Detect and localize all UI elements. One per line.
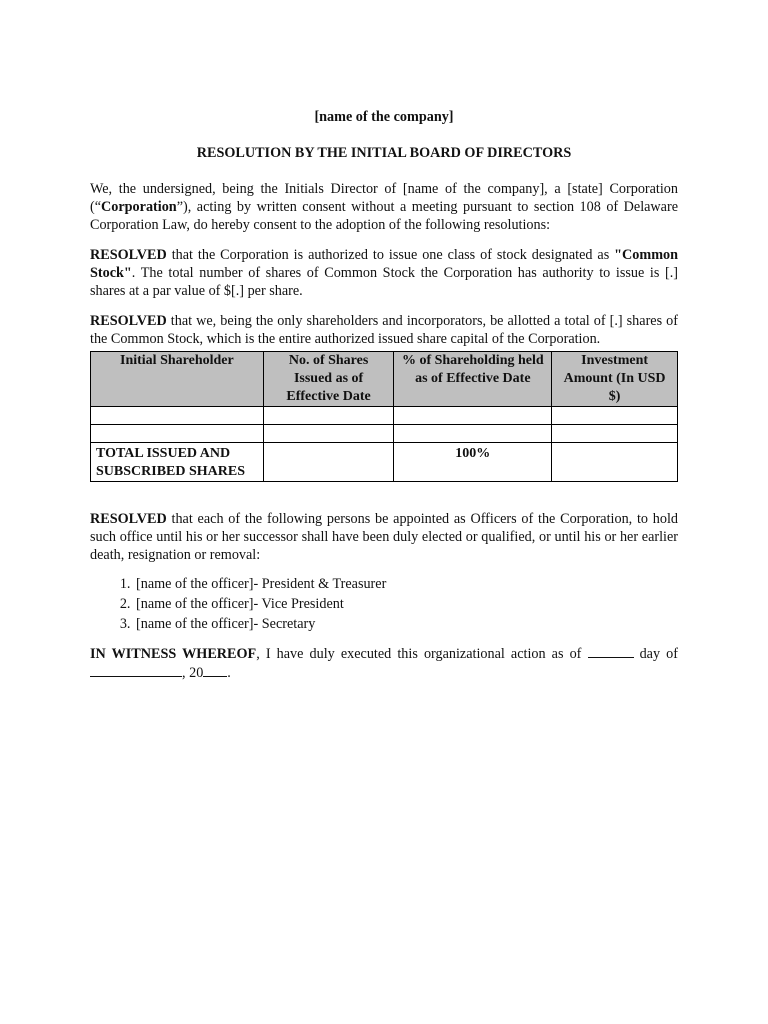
table-row bbox=[91, 407, 678, 425]
witness-text-2: day of bbox=[633, 646, 678, 662]
witness-text-1: , I have duly executed this organizational action as of bbox=[256, 646, 588, 662]
shareholder-table bbox=[90, 351, 678, 482]
day-blank-field[interactable] bbox=[588, 644, 634, 658]
resolution-1 bbox=[90, 246, 678, 300]
intro-paragraph bbox=[90, 180, 678, 234]
resolution-1-text-1: that the Corporation is authorized to issue one class of stock designated as bbox=[166, 247, 615, 263]
resolution-1-lead: RESOLVED bbox=[90, 247, 167, 263]
table-cell bbox=[552, 443, 678, 482]
header-investment-amount: Investment Amount (In USD $) bbox=[552, 352, 678, 407]
intro-text-1: We, the undersigned, being the Initials Director of [name of the company], a [state] Corporation (“ bbox=[90, 181, 678, 215]
table-cell bbox=[91, 425, 264, 443]
header-number-of-shares: No. of Shares Issued as of Effective Date bbox=[263, 352, 394, 407]
intro-text-2: ”), acting by written consent without a meeting pursuant to section 108 of Delaware Corporation Law, do hereby consent to the adoption of the following resolutions: bbox=[90, 199, 678, 233]
header-initial-shareholder: Initial Shareholder bbox=[91, 352, 264, 407]
resolution-2 bbox=[90, 312, 678, 348]
table-cell bbox=[91, 407, 264, 425]
resolution-1-text-2: . The total number of shares of Common Stock the Corporation has authority to issue is [.] shares at a par value of $[.] per share. bbox=[90, 265, 678, 299]
table-cell bbox=[552, 425, 678, 443]
table-cell bbox=[263, 443, 394, 482]
table-total-row bbox=[91, 443, 678, 482]
list-item: 1. [name of the officer]- President & Treasurer bbox=[134, 574, 678, 594]
witness-text-4: . bbox=[227, 665, 231, 681]
resolution-3 bbox=[90, 510, 678, 564]
month-blank-field[interactable] bbox=[90, 663, 182, 677]
header-percent-shareholding: % of Shareholding held as of Effective Date bbox=[394, 352, 552, 407]
table-cell bbox=[394, 425, 552, 443]
document-title: RESOLUTION BY THE INITIAL BOARD OF DIRECTORS bbox=[196, 145, 572, 161]
list-item: 3. [name of the officer]- Secretary bbox=[134, 614, 678, 634]
table-cell bbox=[263, 407, 394, 425]
company-name-placeholder: [name of the company] bbox=[314, 109, 454, 125]
witness-clause bbox=[90, 644, 678, 682]
resolution-1-bold-term: "Common Stock" bbox=[90, 247, 678, 281]
intro-bold-term: Corporation bbox=[101, 199, 177, 215]
resolution-2-lead: RESOLVED bbox=[90, 313, 167, 329]
year-blank-field[interactable] bbox=[203, 663, 227, 677]
table-row bbox=[91, 425, 678, 443]
table-cell bbox=[263, 425, 394, 443]
resolution-3-lead: RESOLVED bbox=[90, 511, 167, 527]
total-label: TOTAL ISSUED AND SUBSCRIBED SHARES bbox=[91, 443, 264, 482]
table-cell bbox=[552, 407, 678, 425]
officer-list bbox=[90, 574, 678, 634]
witness-text-3: , 20 bbox=[182, 665, 204, 681]
witness-lead: IN WITNESS WHEREOF bbox=[90, 646, 257, 662]
resolution-2-text: that we, being the only shareholders and incorporators, be allotted a total of [.] shares of the Common Stock, which is the entire authorized issued share capital of the Corporation. bbox=[90, 313, 678, 347]
total-percentage: 100% bbox=[394, 443, 552, 482]
document-page bbox=[90, 108, 678, 694]
table-header-row bbox=[91, 352, 678, 407]
table-cell bbox=[394, 407, 552, 425]
resolution-3-text: that each of the following persons be appointed as Officers of the Corporation, to hold such office until his or her successor shall have been duly elected or qualified, or until his or her earlier death, resignation or removal: bbox=[90, 511, 678, 563]
list-item: 2. [name of the officer]- Vice President bbox=[134, 594, 678, 614]
